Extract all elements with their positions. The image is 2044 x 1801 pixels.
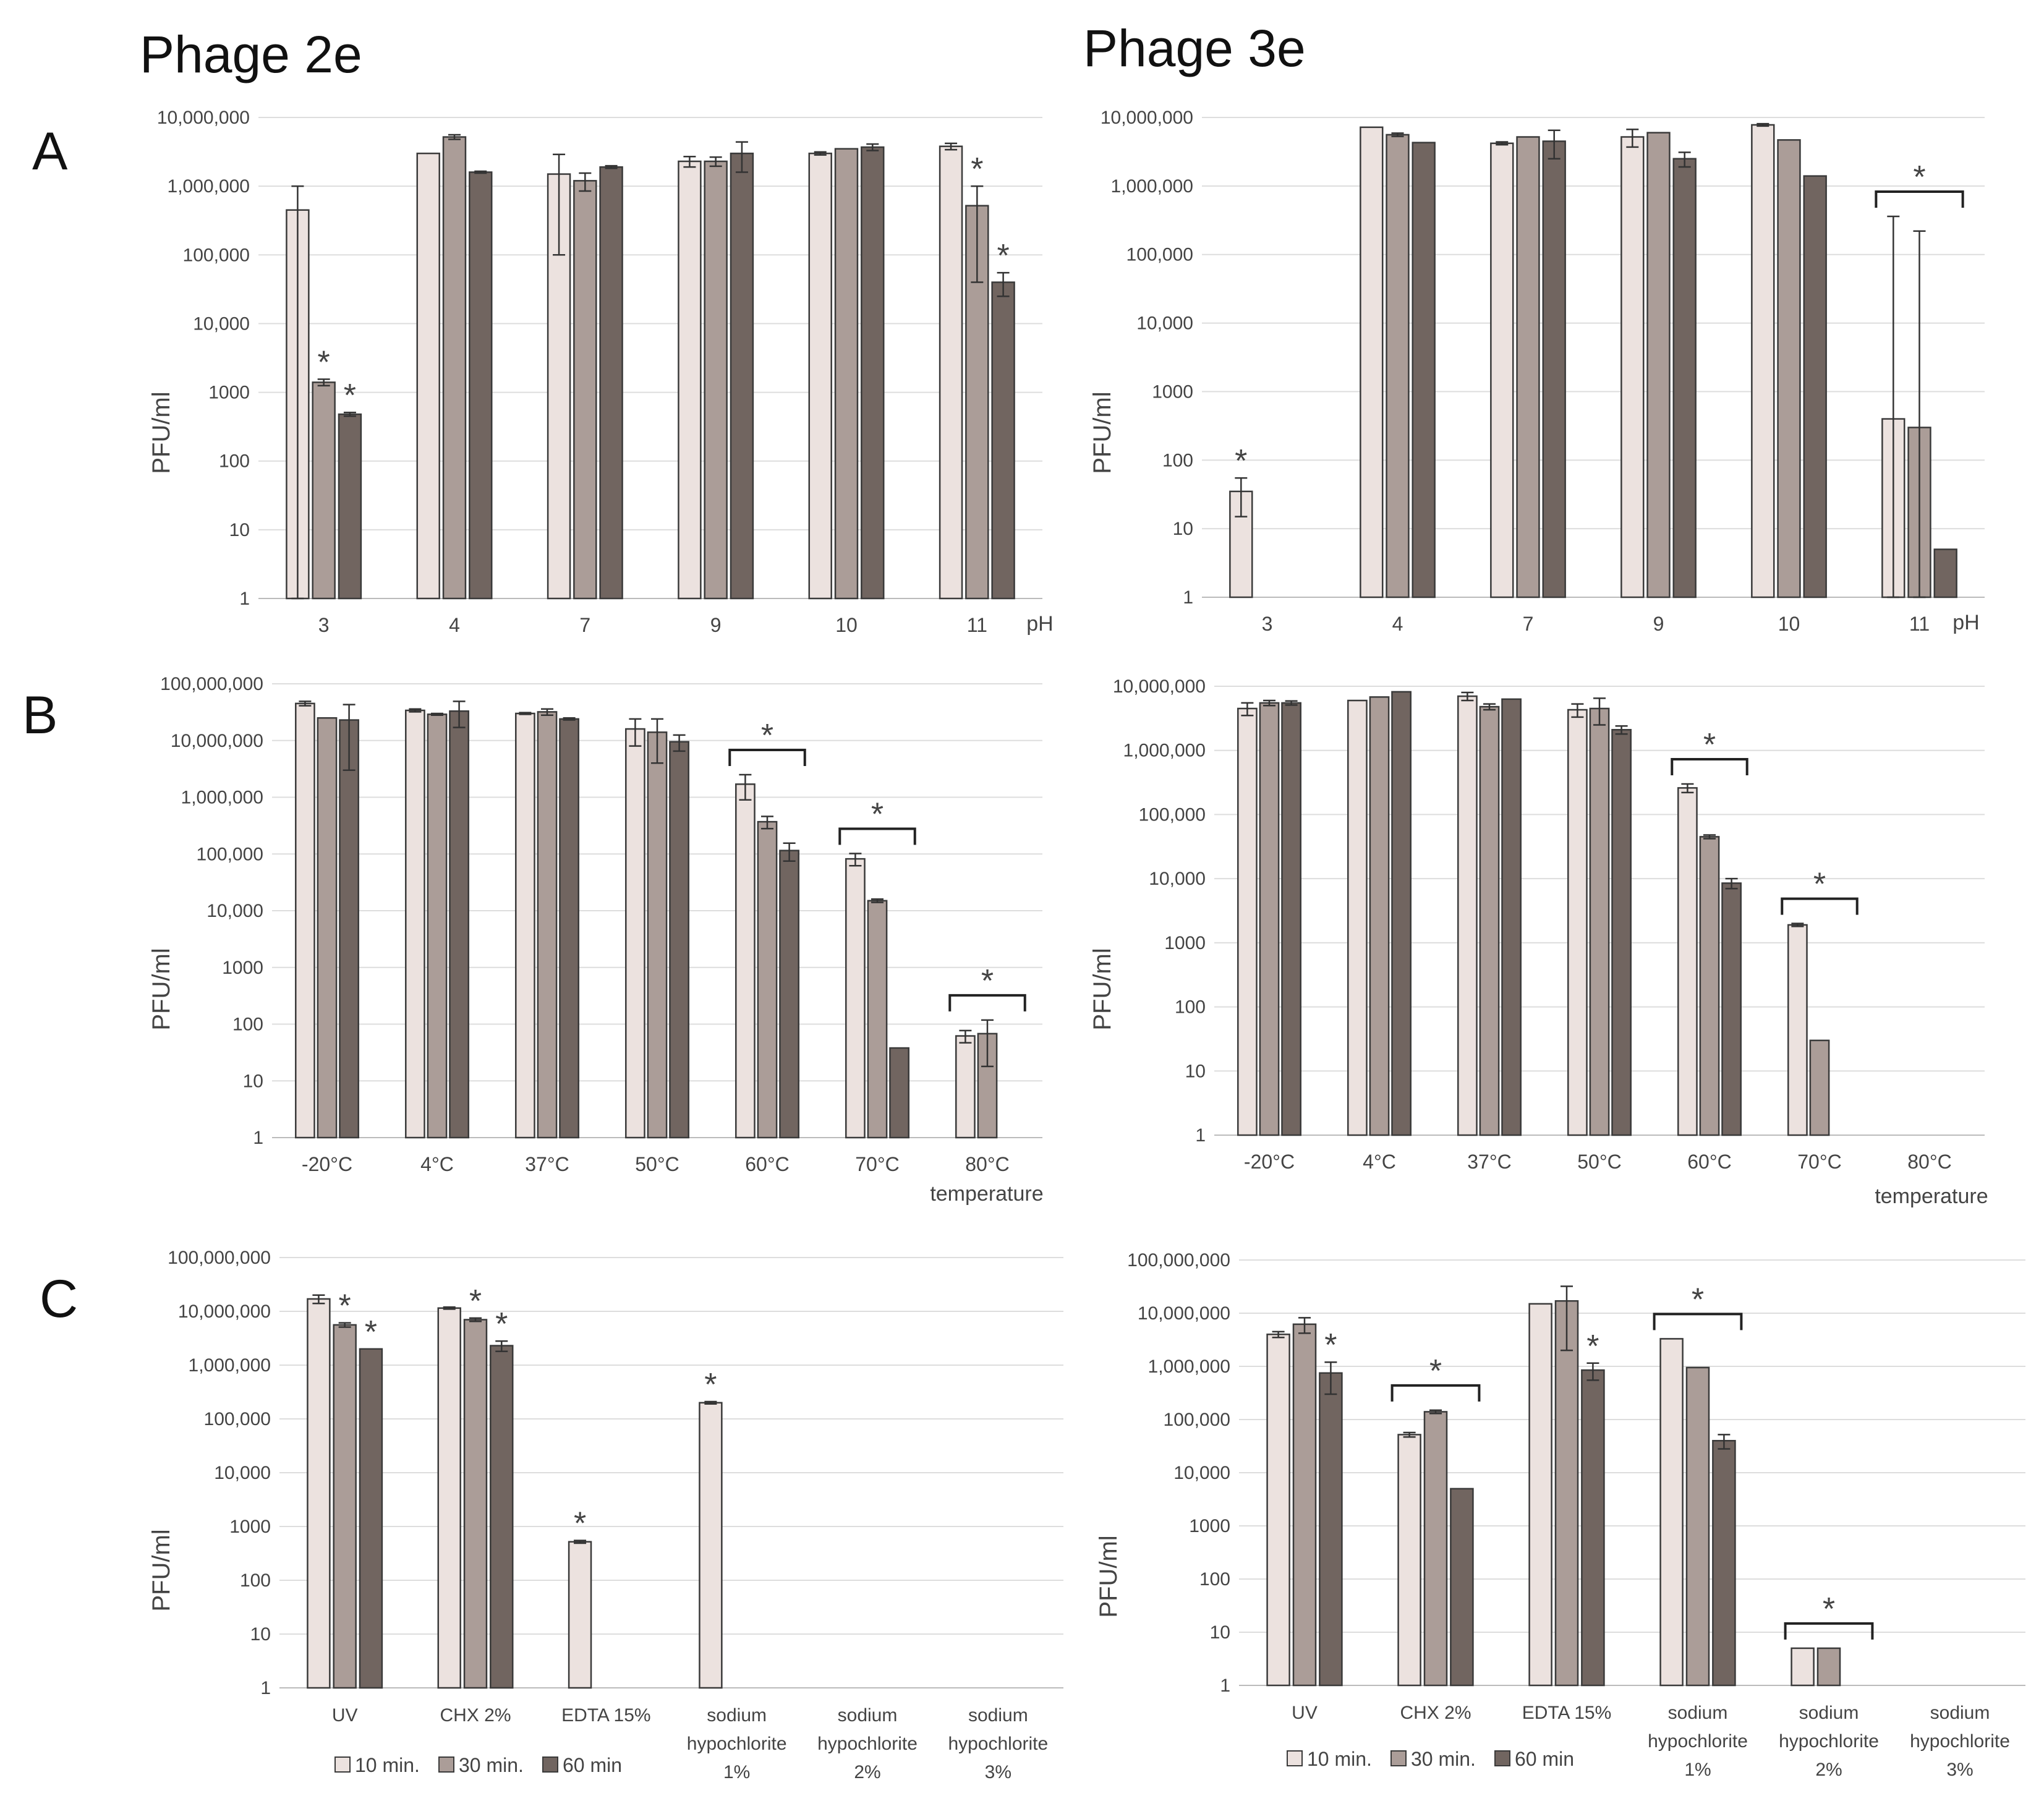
y-tick-label: 1000	[229, 1517, 271, 1537]
bar	[1752, 125, 1774, 597]
bar	[1612, 730, 1630, 1135]
y-tick-label: 10,000	[1136, 313, 1193, 334]
y-axis-label: PFU/ml	[148, 948, 175, 1031]
significance-star: *	[469, 1283, 482, 1319]
significance-star: *	[1429, 1353, 1442, 1389]
category-label: 10	[835, 614, 858, 636]
bar	[318, 718, 336, 1138]
category-label: hypochlorite	[817, 1734, 918, 1754]
bar	[1621, 137, 1643, 597]
bar	[360, 1349, 382, 1688]
bar	[560, 719, 578, 1138]
x-axis-label: temperature	[930, 1182, 1044, 1206]
panel-letter-c: C	[40, 1269, 79, 1329]
y-tick-label: 1000	[222, 957, 263, 978]
y-tick-label: 1,000,000	[167, 176, 250, 197]
y-axis-label: PFU/ml	[1095, 1535, 1122, 1618]
y-tick-label: 10,000	[1149, 869, 1206, 890]
bar	[1678, 788, 1697, 1135]
bar	[1399, 1434, 1421, 1685]
y-tick-label: 100,000,000	[168, 1248, 271, 1268]
bar	[1674, 159, 1696, 597]
significance-star: *	[1813, 866, 1826, 903]
legend-label: 30 min.	[459, 1754, 524, 1776]
y-tick-label: 100,000	[1138, 804, 1206, 825]
category-label: 80°C	[1907, 1151, 1952, 1173]
category-label: hypochlorite	[1648, 1731, 1748, 1752]
bar	[1293, 1324, 1316, 1685]
bar	[758, 822, 777, 1138]
category-label: -20°C	[1243, 1151, 1295, 1173]
bar	[339, 414, 361, 598]
significance-star: *	[704, 1366, 717, 1403]
y-tick-label: 1000	[1164, 932, 1206, 953]
chart-a-right	[1089, 108, 1985, 635]
y-tick-label: 1	[239, 589, 250, 609]
significance-star: *	[1822, 1591, 1836, 1627]
legend-label: 10 min.	[1307, 1748, 1372, 1770]
legend-label: 60 min	[1515, 1748, 1575, 1770]
y-tick-label: 10,000,000	[1100, 108, 1193, 128]
bar	[705, 161, 727, 598]
category-label: 7	[1522, 613, 1534, 635]
significance-star: *	[343, 378, 357, 414]
y-tick-label: 1	[1183, 587, 1193, 608]
bar	[1648, 133, 1670, 597]
category-label: EDTA 15%	[1522, 1703, 1612, 1723]
category-label: CHX 2%	[440, 1705, 511, 1726]
category-label: hypochlorite	[686, 1734, 787, 1754]
y-tick-label: 1	[260, 1678, 271, 1698]
y-tick-label: 10	[250, 1624, 271, 1645]
y-tick-label: 1000	[1189, 1516, 1230, 1536]
y-tick-label: 100,000,000	[1127, 1250, 1230, 1271]
bar	[1722, 883, 1740, 1135]
y-tick-label: 1,000,000	[1123, 740, 1206, 761]
category-label: CHX 2%	[1400, 1703, 1471, 1723]
bar	[1788, 925, 1807, 1135]
chart-b-left	[148, 674, 1044, 1206]
bar	[469, 172, 492, 598]
bar	[313, 382, 335, 598]
y-tick-label: 10,000	[207, 901, 263, 921]
significance-star: *	[981, 963, 994, 999]
category-label: hypochlorite	[1910, 1731, 2010, 1752]
bar	[307, 1299, 330, 1688]
category-label: 3%	[1946, 1760, 1974, 1780]
bar	[569, 1542, 591, 1688]
bar	[1661, 1339, 1683, 1685]
bar	[406, 710, 424, 1138]
bar	[1392, 692, 1410, 1135]
y-axis-label: PFU/ml	[1089, 391, 1116, 474]
y-tick-label: 100,000	[203, 1409, 271, 1429]
bar	[516, 713, 534, 1138]
bar	[490, 1346, 513, 1688]
category-label: sodium	[707, 1705, 767, 1726]
y-tick-label: 100,000	[182, 245, 250, 266]
y-tick-label: 10,000	[193, 313, 250, 334]
bar	[731, 153, 753, 598]
significance-star: *	[1586, 1328, 1599, 1365]
significance-star: *	[871, 796, 884, 833]
y-tick-label: 10	[1172, 519, 1193, 540]
bar	[1238, 709, 1256, 1135]
bar	[443, 137, 466, 598]
category-label: 80°C	[965, 1153, 1010, 1175]
bar	[809, 153, 832, 598]
bar	[1413, 143, 1435, 597]
x-axis-label: pH	[1026, 612, 1054, 636]
bar	[1450, 1489, 1473, 1685]
y-tick-label: 10	[1185, 1061, 1206, 1082]
bar	[1687, 1368, 1709, 1685]
bar	[835, 149, 858, 598]
category-label: 3%	[984, 1762, 1012, 1782]
category-label: 4°C	[1363, 1151, 1396, 1173]
significance-star: *	[997, 238, 1010, 275]
category-label: 11	[1909, 613, 1930, 635]
y-tick-label: 10	[242, 1071, 263, 1092]
significance-star: *	[364, 1314, 378, 1350]
y-tick-label: 100	[1199, 1569, 1230, 1590]
bar	[1387, 135, 1409, 597]
panel-letter-a: A	[32, 122, 68, 181]
bar	[1818, 1648, 1840, 1685]
bar	[1700, 837, 1719, 1135]
x-axis-label: pH	[1952, 611, 1980, 634]
bar	[1424, 1411, 1447, 1685]
y-tick-label: 1000	[208, 382, 250, 403]
legend-swatch	[543, 1757, 558, 1772]
bar	[428, 714, 446, 1138]
category-label: 70°C	[1797, 1151, 1842, 1173]
bar	[1370, 697, 1389, 1135]
y-tick-label: 1,000,000	[1148, 1356, 1230, 1377]
category-label: sodium	[1930, 1703, 1990, 1723]
bar	[1517, 137, 1539, 597]
significance-star: *	[1703, 726, 1716, 763]
category-label: 3	[318, 614, 330, 636]
legend-swatch	[335, 1757, 350, 1772]
y-tick-label: 100	[232, 1014, 263, 1035]
bar	[861, 147, 884, 598]
category-label: 4	[1392, 613, 1403, 635]
bar	[1458, 696, 1476, 1135]
bar	[699, 1403, 722, 1688]
bar	[678, 161, 700, 598]
bar	[1556, 1301, 1578, 1685]
category-label: 70°C	[855, 1153, 900, 1175]
category-label: 2%	[854, 1762, 881, 1782]
significance-star: *	[317, 344, 330, 381]
category-label: 50°C	[1577, 1151, 1622, 1173]
category-label: sodium	[837, 1705, 898, 1726]
y-tick-label: 100,000	[1126, 244, 1193, 265]
significance-star: *	[1235, 443, 1248, 480]
category-label: EDTA 15%	[561, 1705, 651, 1726]
y-tick-label: 100,000	[196, 844, 263, 865]
bar	[1360, 127, 1382, 597]
category-label: 3	[1261, 613, 1273, 635]
y-tick-label: 1,000,000	[1110, 176, 1193, 197]
y-tick-label: 1	[1195, 1125, 1206, 1146]
y-tick-label: 100	[239, 1570, 271, 1591]
legend-label: 30 min.	[1411, 1748, 1476, 1770]
y-tick-label: 100,000,000	[160, 674, 263, 694]
y-tick-label: 100	[1174, 997, 1206, 1018]
bar	[296, 704, 314, 1138]
category-label: 37°C	[525, 1153, 569, 1175]
category-label: hypochlorite	[1779, 1731, 1879, 1752]
legend-swatch	[439, 1757, 454, 1772]
y-tick-label: 10,000,000	[170, 730, 263, 751]
category-label: UV	[1292, 1703, 1318, 1723]
legend-label: 10 min.	[355, 1754, 420, 1776]
title-phage-3e: Phage 3e	[1083, 19, 1306, 77]
category-label: 7	[579, 614, 591, 636]
legend-swatch	[1287, 1751, 1302, 1766]
bar	[1348, 700, 1366, 1135]
y-tick-label: 10,000,000	[1112, 676, 1206, 697]
bar	[736, 784, 754, 1138]
category-label: 9	[710, 614, 722, 636]
significance-star: *	[1913, 159, 1926, 195]
y-tick-label: 10	[1209, 1622, 1230, 1643]
chart-b-right	[1089, 676, 1988, 1208]
legend-label: 60 min	[563, 1754, 623, 1776]
category-label: 4°C	[420, 1153, 454, 1175]
bar	[1502, 699, 1520, 1135]
category-label: 60°C	[745, 1153, 790, 1175]
significance-star: *	[495, 1306, 508, 1343]
category-label: sodium	[1799, 1703, 1859, 1723]
y-tick-label: 10,000,000	[177, 1301, 271, 1322]
bar	[890, 1048, 908, 1138]
bar	[1810, 1041, 1829, 1135]
y-tick-label: 1,000,000	[181, 787, 263, 808]
bar	[992, 283, 1015, 598]
significance-star: *	[760, 717, 774, 754]
category-label: hypochlorite	[948, 1734, 1049, 1754]
y-axis-label: PFU/ml	[1089, 948, 1116, 1031]
category-label: sodium	[968, 1705, 1028, 1726]
bar	[1530, 1304, 1552, 1685]
y-tick-label: 1000	[1152, 381, 1193, 402]
bar	[956, 1036, 974, 1138]
bar	[1713, 1441, 1735, 1685]
y-tick-label: 10,000,000	[156, 108, 250, 128]
bar	[1792, 1648, 1814, 1685]
bar	[600, 167, 623, 598]
y-tick-label: 10,000,000	[1137, 1303, 1230, 1324]
bar	[670, 742, 688, 1138]
category-label: 1%	[1684, 1760, 1711, 1780]
y-tick-label: 10,000	[214, 1463, 271, 1483]
bar	[1804, 176, 1826, 597]
category-label: 11	[966, 614, 987, 636]
category-label: sodium	[1667, 1703, 1728, 1723]
significance-star: *	[338, 1288, 351, 1324]
y-tick-label: 1	[253, 1128, 263, 1148]
bar	[940, 147, 962, 598]
significance-star: *	[1324, 1327, 1337, 1364]
y-tick-label: 100	[1162, 450, 1193, 471]
panel-letter-b: B	[22, 686, 58, 745]
category-label: 2%	[1815, 1760, 1842, 1780]
category-label: 1%	[723, 1762, 751, 1782]
bar	[1260, 703, 1279, 1135]
bar	[1568, 710, 1586, 1135]
bar	[868, 901, 887, 1138]
category-label: -20°C	[301, 1153, 353, 1175]
legend-swatch	[1391, 1751, 1406, 1766]
y-axis-label: PFU/ml	[148, 1529, 175, 1612]
bar	[1480, 707, 1499, 1135]
bar	[339, 720, 358, 1138]
y-axis-label: PFU/ml	[148, 391, 175, 474]
y-tick-label: 100,000	[1163, 1410, 1230, 1430]
bar	[648, 732, 666, 1138]
bar	[438, 1308, 461, 1688]
bar	[449, 711, 468, 1138]
category-label: 37°C	[1467, 1151, 1512, 1173]
bar	[780, 851, 798, 1138]
category-label: 10	[1778, 613, 1800, 635]
significance-star: *	[971, 151, 984, 188]
chart-a-left	[148, 108, 1054, 636]
legend-swatch	[1495, 1751, 1510, 1766]
bar	[1590, 709, 1609, 1135]
category-label: 9	[1653, 613, 1664, 635]
bar	[417, 153, 440, 598]
x-axis-label: temperature	[1875, 1185, 1988, 1208]
y-tick-label: 100	[218, 451, 250, 472]
significance-star: *	[573, 1505, 587, 1542]
y-tick-label: 10	[229, 519, 250, 540]
bar	[1582, 1370, 1604, 1685]
y-tick-label: 10,000	[1173, 1463, 1230, 1483]
bar	[1282, 703, 1300, 1135]
category-label: 60°C	[1687, 1151, 1732, 1173]
bar	[574, 181, 596, 598]
bar	[1319, 1373, 1342, 1685]
y-tick-label: 1,000,000	[188, 1355, 271, 1376]
significance-star: *	[1691, 1282, 1705, 1318]
bar	[334, 1325, 356, 1688]
bar	[1491, 143, 1513, 597]
bar	[464, 1319, 487, 1688]
category-label: 50°C	[635, 1153, 679, 1175]
legend	[335, 1754, 622, 1776]
chart-c-left	[148, 1248, 1063, 1782]
legend	[1287, 1748, 1574, 1770]
bar	[626, 729, 644, 1138]
y-tick-label: 1	[1220, 1675, 1230, 1696]
bar	[1267, 1334, 1290, 1685]
category-label: 4	[449, 614, 460, 636]
bar	[846, 859, 864, 1138]
title-phage-2e: Phage 2e	[140, 25, 362, 83]
chart-c-right	[1095, 1250, 2025, 1780]
bar	[1543, 141, 1565, 597]
bar	[1935, 550, 1957, 597]
bar	[1778, 140, 1800, 597]
category-label: UV	[331, 1705, 358, 1726]
bar	[538, 712, 556, 1138]
